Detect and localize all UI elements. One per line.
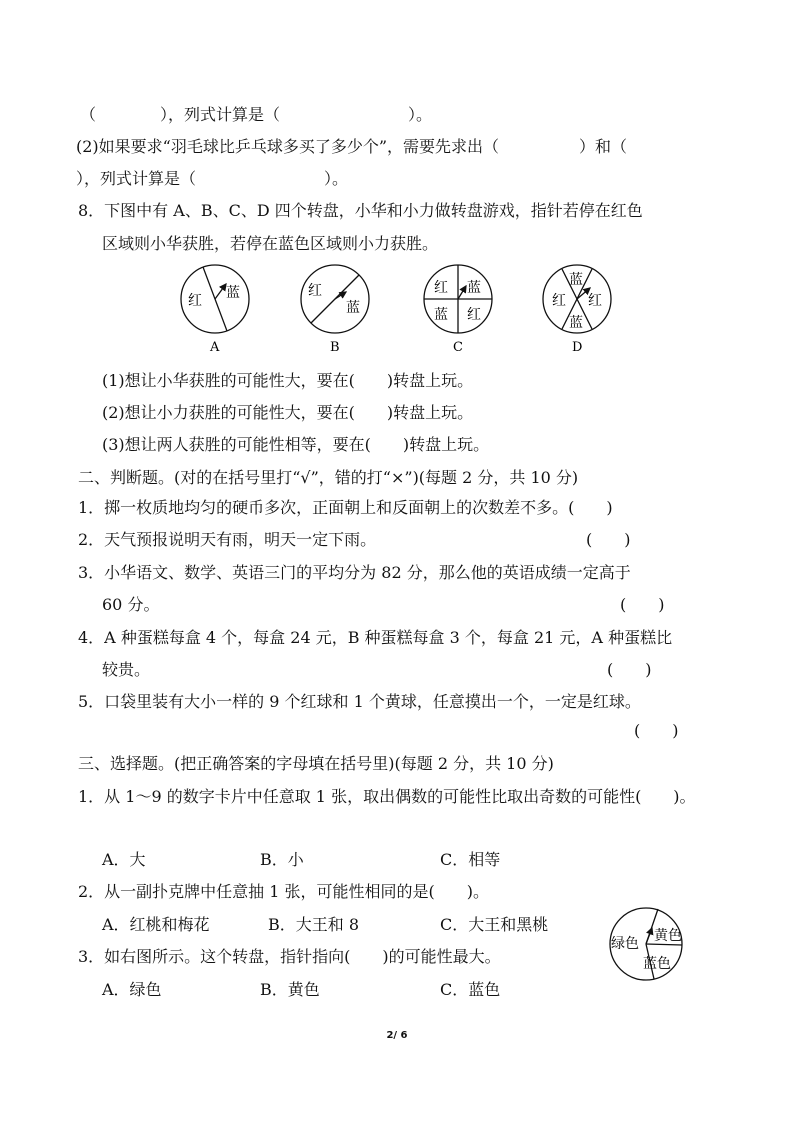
s2-q1: 1．掷一枚质地均匀的硬币多次，正面朝上和反面朝上的次数差不多。( ) <box>78 498 613 517</box>
spinner-b-letter: B <box>330 340 340 355</box>
spinner-c-letter: C <box>453 340 463 355</box>
spinner-c-tl: 红 <box>434 280 448 296</box>
q8-sub3: (3)想让两人获胜的可能性相等，要在( )转盘上玩。 <box>102 435 490 454</box>
spinner-d-top: 蓝 <box>569 272 583 288</box>
s3-q3-opt-c: C．蓝色 <box>440 980 501 999</box>
spinner-d-bottom: 蓝 <box>569 315 583 331</box>
s3-q3-opt-a: A．绿色 <box>102 980 162 999</box>
s2-q3-answer: ( ) <box>620 595 665 614</box>
s2-q3-line1: 3．小华语文、数学、英语三门的平均分为 82 分，那么他的英语成绩一定高于 <box>78 563 631 582</box>
spinner-b <box>301 265 369 355</box>
s3-q1-opt-b: B．小 <box>260 850 304 869</box>
spinner-c-bl: 蓝 <box>434 307 448 323</box>
q7-line1: （ ），列式计算是（ ）。 <box>80 105 433 124</box>
spinner-d <box>543 265 611 355</box>
q7-sub2-cont: ），列式计算是（ ）。 <box>76 169 349 188</box>
q3-spinner-green: 绿色 <box>611 936 639 952</box>
q3-spinner-blue: 蓝色 <box>643 956 671 972</box>
section3-title: 三、选择题。(把正确答案的字母填在括号里)(每题 2 分，共 10 分) <box>78 754 554 773</box>
spinner-d-left: 红 <box>552 293 566 309</box>
q8-sub1: (1)想让小华获胜的可能性大，要在( )转盘上玩。 <box>102 371 474 390</box>
s2-q5-answer: ( ) <box>634 721 679 740</box>
q3-spinner-yellow: 黄色 <box>654 928 682 944</box>
q3-spinner <box>604 906 694 986</box>
spinner-c <box>424 265 492 355</box>
s3-q2-opt-b: B．大王和 8 <box>268 915 360 934</box>
spinner-a-blue: 蓝 <box>226 285 240 301</box>
s2-q2-answer: ( ) <box>586 530 631 549</box>
s3-q1-opt-c: C．相等 <box>440 850 501 869</box>
q8-sub2: (2)想让小力获胜的可能性大，要在( )转盘上玩。 <box>102 403 474 422</box>
s2-q3-line2: 60 分。 <box>102 595 160 614</box>
s2-q2: 2．天气预报说明天有雨，明天一定下雨。 <box>78 530 377 549</box>
s2-q4-line1: 4．A 种蛋糕每盒 4 个，每盒 24 元，B 种蛋糕每盒 3 个，每盒 21 元，A 种蛋糕比 <box>78 628 673 647</box>
spinner-a-red: 红 <box>188 293 202 309</box>
q7-sub2: (2)如果要求“羽毛球比乒乓球多买了多少个”，需要先求出（ ）和（ <box>76 137 628 156</box>
section2-title: 二、判断题。(对的在括号里打“√”，错的打“×”)(每题 2 分，共 10 分) <box>78 468 579 487</box>
q8-stem-line2: 区域则小华获胜，若停在蓝色区域则小力获胜。 <box>102 234 439 253</box>
s3-q3: 3．如右图所示。这个转盘，指针指向( )的可能性最大。 <box>78 947 501 966</box>
spinner-figure <box>170 262 630 362</box>
s3-q1-opt-a: A．大 <box>102 850 146 869</box>
s3-q1: 1．从 1～9 的数字卡片中任意取 1 张，取出偶数的可能性比取出奇数的可能性( )。 <box>78 787 696 806</box>
spinner-b-blue: 蓝 <box>346 300 360 316</box>
spinner-b-red: 红 <box>308 283 322 299</box>
s3-q2: 2．从一副扑克牌中任意抽 1 张，可能性相同的是( )。 <box>78 882 490 901</box>
s3-q3-opt-b: B．黄色 <box>260 980 320 999</box>
spinner-d-right: 红 <box>588 293 602 309</box>
q8-stem-line1: 8．下图中有 A、B、C、D 四个转盘，小华和小力做转盘游戏，指针若停在红色 <box>78 201 643 220</box>
spinner-c-tr: 蓝 <box>467 280 481 296</box>
s2-q5-line1: 5．口袋里装有大小一样的 9 个红球和 1 个黄球，任意摸出一个，一定是红球。 <box>78 692 641 711</box>
spinner-a <box>181 265 249 355</box>
s2-q4-line2: 较贵。 <box>102 660 151 679</box>
page-number: 2/ 6 <box>386 1030 408 1041</box>
spinner-d-letter: D <box>572 340 583 355</box>
s2-q4-answer: ( ) <box>607 660 652 679</box>
s3-q2-opt-a: A．红桃和梅花 <box>102 915 210 934</box>
spinner-a-letter: A <box>210 340 220 355</box>
spinner-c-br: 红 <box>467 307 481 323</box>
s3-q2-opt-c: C．大王和黑桃 <box>440 915 549 934</box>
